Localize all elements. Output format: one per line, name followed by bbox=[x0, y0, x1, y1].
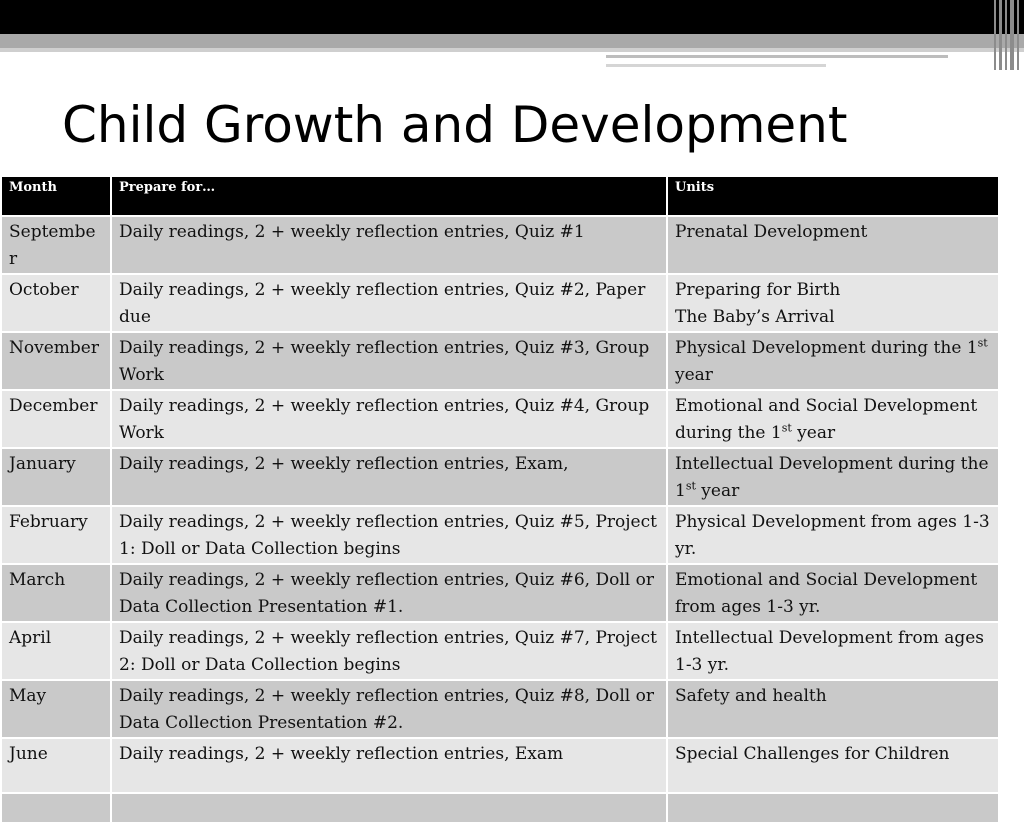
table-row bbox=[1, 274, 999, 332]
accent-line bbox=[606, 64, 826, 67]
cell-prepare: Daily readings, 2 + weekly reflection entries, Quiz #5, Project 1: Doll or Data Collection begins bbox=[111, 506, 667, 564]
cell-units bbox=[667, 793, 999, 823]
stripe bbox=[1005, 0, 1007, 70]
cell-prepare: Daily readings, 2 + weekly reflection entries, Exam, bbox=[111, 448, 667, 506]
cell-prepare: Daily readings, 2 + weekly reflection entries, Quiz #8, Doll or Data Collection Presentation #2. bbox=[111, 680, 667, 738]
cell-prepare: Daily readings, 2 + weekly reflection entries, Quiz #2, Paper due bbox=[111, 274, 667, 332]
cell-units bbox=[667, 390, 999, 448]
unit-line: The Baby’s Arrival bbox=[675, 307, 835, 327]
cell-units bbox=[667, 738, 999, 793]
cell-units bbox=[667, 274, 999, 332]
cell-units bbox=[667, 506, 999, 564]
cell-prepare: Daily readings, 2 + weekly reflection entries, Exam bbox=[111, 738, 667, 793]
stripe bbox=[994, 0, 996, 70]
cell-prepare: Daily readings, 2 + weekly reflection entries, Quiz #7, Project 2: Doll or Data Collection begins bbox=[111, 622, 667, 680]
cell-month: December bbox=[1, 390, 111, 448]
unit-line: Physical Development during the 1st year bbox=[675, 336, 988, 385]
unit-line: Intellectual Development during the 1st year bbox=[675, 454, 989, 501]
cell-month: June bbox=[1, 738, 111, 793]
stripe bbox=[1017, 0, 1019, 70]
column-header-prepare: Prepare for… bbox=[111, 176, 667, 216]
table-row bbox=[1, 622, 999, 680]
page-title: Child Growth and Development bbox=[62, 96, 848, 154]
header-band-black bbox=[0, 0, 1024, 34]
cell-month bbox=[1, 793, 111, 823]
table-row bbox=[1, 793, 999, 823]
cell-prepare: Daily readings, 2 + weekly reflection entries, Quiz #6, Doll or Data Collection Presentation #1. bbox=[111, 564, 667, 622]
table-row bbox=[1, 680, 999, 738]
table-header-row bbox=[1, 176, 999, 216]
unit-line: Physical Development from ages 1-3 yr. bbox=[675, 512, 990, 559]
unit-line: Emotional and Social Development from ages 1-3 yr. bbox=[675, 570, 978, 617]
header-band-gray bbox=[0, 34, 1024, 48]
table-row bbox=[1, 506, 999, 564]
cell-month: April bbox=[1, 622, 111, 680]
table-row bbox=[1, 216, 999, 274]
header-vertical-stripes bbox=[990, 0, 1024, 70]
cell-units bbox=[667, 216, 999, 274]
cell-prepare: Daily readings, 2 + weekly reflection entries, Quiz #4, Group Work bbox=[111, 390, 667, 448]
stripe bbox=[1010, 0, 1014, 70]
column-header-month: Month bbox=[1, 176, 111, 216]
cell-month: February bbox=[1, 506, 111, 564]
unit-line: Preparing for Birth bbox=[675, 280, 841, 300]
table-row bbox=[1, 738, 999, 793]
table-row bbox=[1, 564, 999, 622]
stripe bbox=[999, 0, 1002, 70]
table-row bbox=[1, 332, 999, 390]
cell-month: March bbox=[1, 564, 111, 622]
unit-line: Safety and health bbox=[675, 686, 827, 706]
cell-units bbox=[667, 448, 999, 506]
accent-line bbox=[606, 55, 948, 58]
cell-prepare: Daily readings, 2 + weekly reflection entries, Quiz #3, Group Work bbox=[111, 332, 667, 390]
column-header-units: Units bbox=[667, 176, 999, 216]
unit-line: Special Challenges for Children bbox=[675, 744, 950, 764]
cell-units bbox=[667, 564, 999, 622]
table-row bbox=[1, 390, 999, 448]
cell-month: May bbox=[1, 680, 111, 738]
cell-prepare: Daily readings, 2 + weekly reflection entries, Quiz #1 bbox=[111, 216, 667, 274]
table-row bbox=[1, 448, 999, 506]
cell-units bbox=[667, 680, 999, 738]
unit-line: Emotional and Social Development during the 1st year bbox=[675, 396, 978, 443]
header-accent-lines bbox=[606, 52, 1024, 70]
cell-units bbox=[667, 332, 999, 390]
cell-month: January bbox=[1, 448, 111, 506]
cell-month: November bbox=[1, 332, 111, 390]
unit-line: Intellectual Development from ages 1-3 yr. bbox=[675, 628, 985, 675]
unit-line: Prenatal Development bbox=[675, 222, 868, 242]
cell-units bbox=[667, 622, 999, 680]
cell-month: September bbox=[1, 216, 111, 274]
cell-month: October bbox=[1, 274, 111, 332]
cell-prepare bbox=[111, 793, 667, 823]
schedule-table bbox=[0, 175, 1000, 824]
